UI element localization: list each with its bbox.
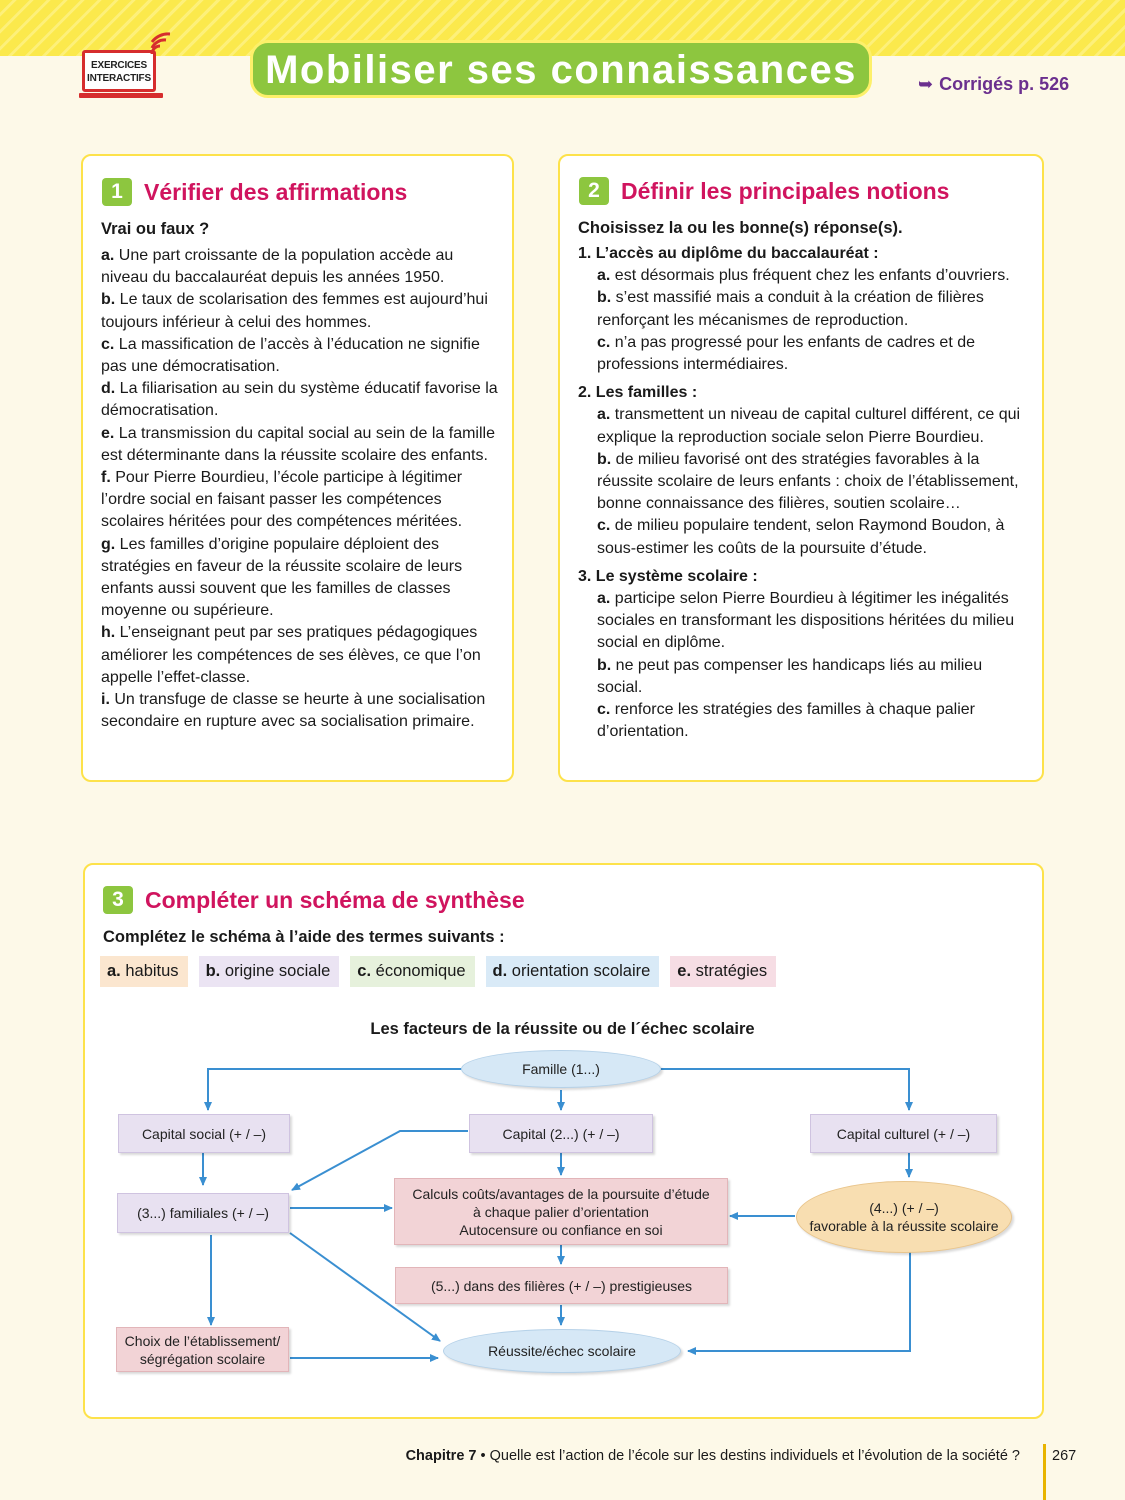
node-capital-2: Capital (2...) (+ / –) [469, 1114, 653, 1153]
answer-letter: a. [597, 590, 611, 608]
node-capital-culturel: Capital culturel (+ / –) [810, 1114, 997, 1153]
term-letter: e. [677, 962, 692, 980]
exercise-2-instruction: Choisissez la ou les bonne(s) réponse(s). [578, 219, 903, 237]
exercise-title: Vérifier des affirmations [144, 178, 408, 205]
badge-line1: EXERCICES [91, 60, 147, 71]
answer-letter: b. [597, 450, 612, 468]
footer-chapter [0, 1448, 1020, 1464]
answer-letter: a. [597, 406, 611, 424]
statement-letter: b. [101, 291, 116, 309]
answer-text: de milieu populaire tendent, selon Raymond Boudon, à sous-estimer les coûts de la poursuite d’étude. [597, 517, 1005, 557]
question-stem: 1. L’accès au diplôme du baccalauréat : [578, 245, 879, 262]
calculs-line2: à chaque palier d’orientation [473, 1203, 649, 1220]
choix-line2: ségrégation scolaire [139, 1350, 266, 1367]
answer-text: est désormais plus fréquent chez les enfants d’ouvriers. [610, 267, 1010, 285]
answer-letter: b. [597, 656, 612, 674]
statement-text: L’enseignant peut par ses pratiques pédagogiques améliorer les compétences de ses élèves, ce que l’on appelle l’effet-classe. [101, 624, 481, 686]
exercise-3-instruction: Complétez le schéma à l’aide des termes suivants : [103, 928, 505, 946]
term-text: économique [371, 962, 466, 980]
node-capital-social: Capital social (+ / –) [118, 1114, 290, 1153]
answer-letter: c. [597, 333, 611, 351]
habitus-line1: (4...) (+ / –) [869, 1200, 939, 1216]
term-text: habitus [120, 962, 179, 980]
statement-letter: c. [101, 335, 115, 353]
statement-text: Le taux de scolarisation des femmes est aujourd’hui toujours inférieur à celui des hommes. [101, 291, 488, 331]
answer-letter: c. [597, 517, 611, 535]
arrow-right-icon: ➥ [918, 74, 934, 94]
answer-letter: a. [597, 267, 611, 285]
answer-text: n’a pas progressé pour les enfants de cadres et de professions intermédiaires. [597, 333, 976, 374]
node-choix-etablissement [116, 1327, 289, 1372]
term-letter: a. [107, 962, 121, 980]
footer-chapter-label: Chapitre 7 [405, 1448, 477, 1464]
answer-letter: c. [597, 701, 611, 719]
statement-letter: a. [101, 247, 115, 264]
badge-line2: INTERACTIFS [87, 73, 151, 84]
node-famille: Famille (1...) [461, 1050, 661, 1088]
answer-text: transmettent un niveau de capital culturel différent, ce qui explique la reproduction sociale selon Pierre Bourdieu. [597, 406, 1021, 446]
question-stem: 2. Les familles : [578, 384, 698, 402]
answer-text: participe selon Pierre Bourdieu à légitimer les inégalités sociales en transformant les dispositions héritées du milieu social en diplôme. [597, 590, 1015, 652]
node-habitus [796, 1181, 1012, 1253]
term-text: stratégies [691, 962, 768, 980]
term-text: origine sociale [220, 962, 331, 980]
exercise-number: 1 [102, 178, 132, 206]
statement-text: Une part croissante de la population accède au niveau du baccalauréat depuis les années 1950. [101, 247, 454, 287]
habitus-line2: favorable à la réussite scolaire [809, 1218, 999, 1234]
exercise-title: Compléter un schéma de synthèse [145, 886, 525, 913]
term-letter: b. [205, 962, 221, 980]
statement-text: La massification de l’accès à l’éducation ne signifie pas une démocratisation. [101, 335, 480, 376]
statement-letter: h. [101, 624, 116, 642]
statement-text: Pour Pierre Bourdieu, l’école participe à légitimer l’ordre social en faisant passer les compétences scolaires héritées pour des compétences méritées. [101, 469, 463, 531]
exercise-number: 3 [103, 886, 133, 914]
answer-text: renforce les stratégies des familles à chaque palier d’orientation. [597, 701, 975, 741]
exercise-title: Définir les principales notions [621, 177, 950, 204]
exercise-number: 2 [579, 177, 609, 205]
term-letter: d. [492, 962, 508, 980]
statement-text: Les familles d’origine populaire déploient des stratégies en faveur de la réussite scolaire de leurs enfants aussi souvent que les familles de classes moyenne ou supérieure. [101, 535, 463, 620]
statement-letter: g. [101, 535, 116, 553]
answer-text: s’est massifié mais a conduit à la création de filières renforçant les mécanismes de reproduction. [597, 289, 984, 329]
footer-divider [1043, 1444, 1046, 1500]
statement-letter: f. [101, 469, 111, 487]
calculs-line1: Calculs coûts/avantages de la poursuite d’étude [412, 1185, 710, 1202]
answer-text: ne peut pas compenser les handicaps liés au milieu social. [597, 656, 983, 696]
page-number: 267 [1052, 1448, 1077, 1464]
question-stem: 3. Le système scolaire : [578, 567, 758, 585]
node-calculs [394, 1178, 728, 1245]
statement-letter: e. [101, 424, 115, 442]
node-reussite: Réussite/échec scolaire [443, 1329, 681, 1373]
calculs-line3: Autocensure ou confiance en soi [459, 1221, 663, 1238]
node-familiales: (3...) familiales (+ / –) [117, 1193, 289, 1233]
statement-text: La filiarisation au sein du système éducatif favorise la démocratisation. [101, 380, 498, 420]
statement-letter: d. [101, 380, 116, 398]
choix-line1: Choix de l’établissement/ [124, 1332, 281, 1349]
answer-letter: b. [597, 289, 612, 307]
arrow-famille-social [208, 1069, 462, 1110]
exercise-1-instruction: Vrai ou faux ? [101, 220, 210, 238]
arrow-famille-culturel [661, 1069, 909, 1110]
corriges-label: Corrigés p. 526 [939, 74, 1070, 94]
page-title: Mobiliser ses connaissances [250, 40, 872, 98]
statement-text: La transmission du capital social au sein de la famille est déterminante dans la réussite scolaire des enfants. [101, 424, 495, 464]
term-letter: c. [357, 962, 372, 980]
statement-text: Un transfuge de classe se heurte à une socialisation secondaire en rupture avec sa socialisation primaire. [101, 691, 486, 731]
footer-chapter-text: • Quelle est l’action de l’école sur les destins individuels et l’évolution de la société ? [476, 1448, 1020, 1464]
answer-text: de milieu favorisé ont des stratégies favorables à la réussite scolaire de leurs enfants : choix de l’établissement, bonne connaissance des filières, soutien scolaire… [597, 450, 1019, 513]
statement-letter: i. [101, 691, 110, 709]
diagram-title: Les facteurs de la réussite ou de l´échec scolaire [370, 1020, 755, 1038]
term-text: orientation scolaire [507, 962, 651, 980]
node-filieres: (5...) dans des filières (+ / –) prestigieuses [395, 1267, 728, 1304]
